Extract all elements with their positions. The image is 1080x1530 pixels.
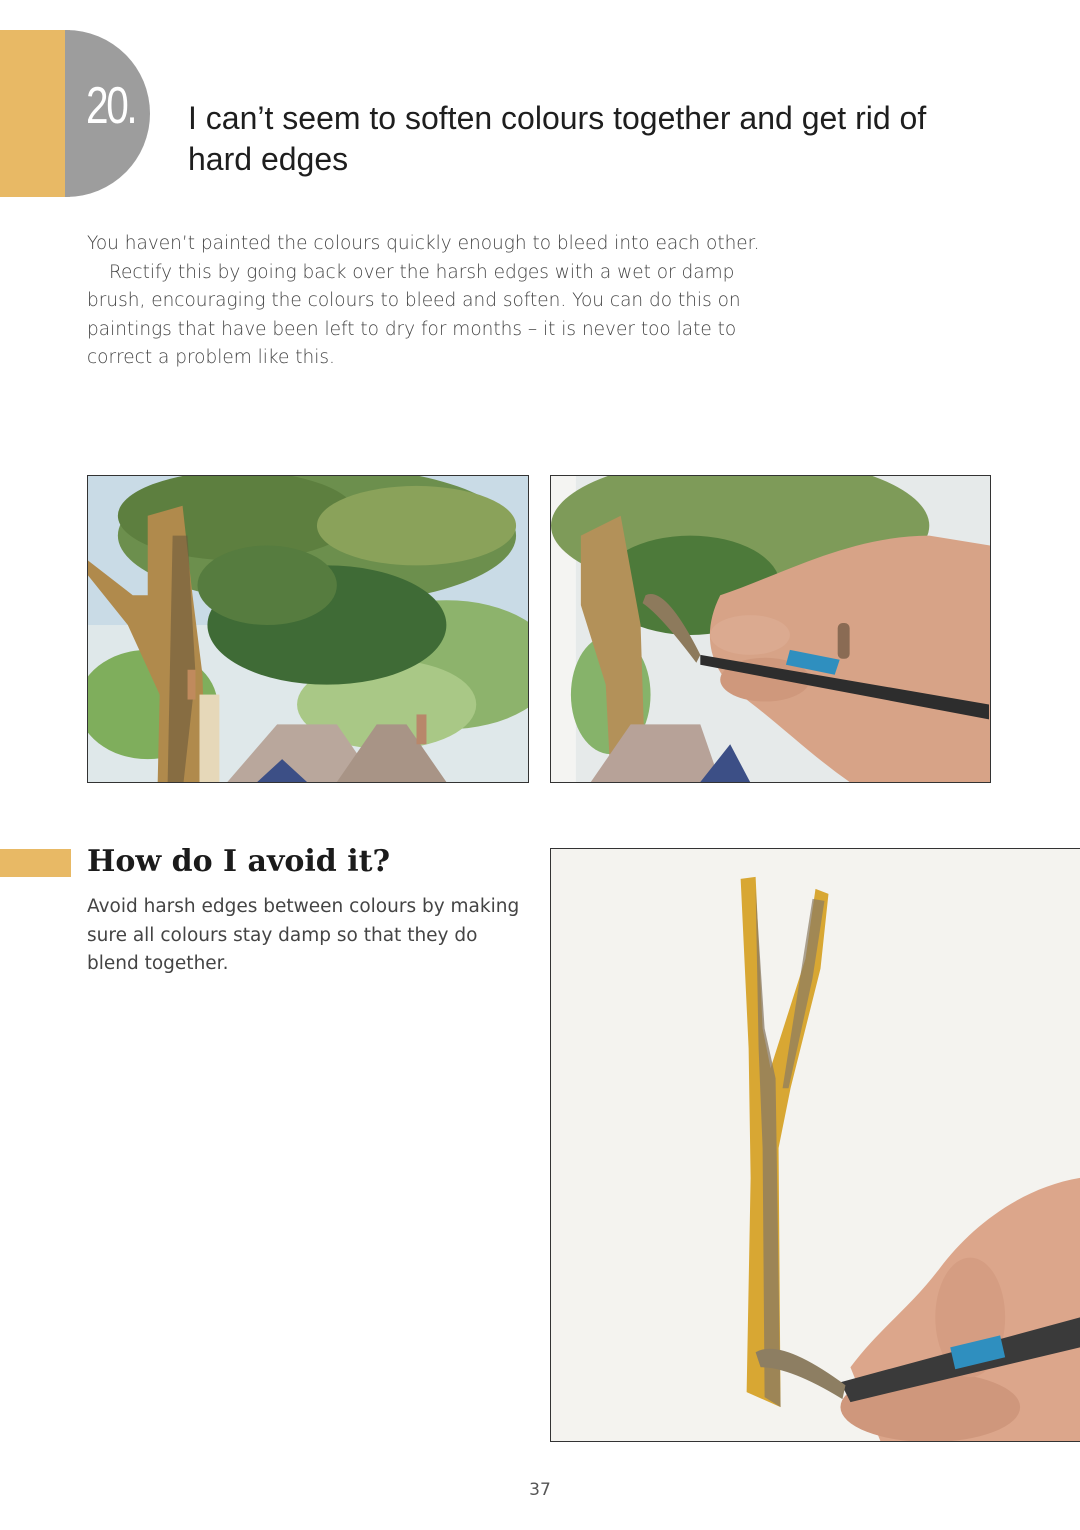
section-text: Avoid harsh edges between colours by making sure all colours stay damp so that they do blend together. bbox=[87, 896, 520, 974]
section-accent-bar bbox=[0, 849, 71, 877]
damp-colours-branch-photo bbox=[550, 848, 1080, 1442]
softening-edges-photo bbox=[550, 475, 991, 783]
intro-paragraph-2: Rectify this by going back over the harsh edges with a wet or damp brush, encouraging the colours to bleed and soften. You can do this on paintings that have been left to dry for months – it is never too late to correct a problem like this. bbox=[87, 261, 741, 368]
intro-text bbox=[87, 230, 777, 373]
painting-hard-edges-photo bbox=[87, 475, 529, 783]
tip-tab-accent bbox=[0, 30, 70, 197]
section-heading: How do I avoid it? bbox=[87, 844, 391, 879]
intro-paragraph-1: You haven’t painted the colours quickly enough to bleed into each other. bbox=[87, 233, 760, 254]
page-title: I can’t seem to soften colours together and get rid of hard edges bbox=[188, 100, 927, 177]
page-number: 37 bbox=[529, 1480, 551, 1500]
tip-number: 20. bbox=[86, 77, 136, 135]
